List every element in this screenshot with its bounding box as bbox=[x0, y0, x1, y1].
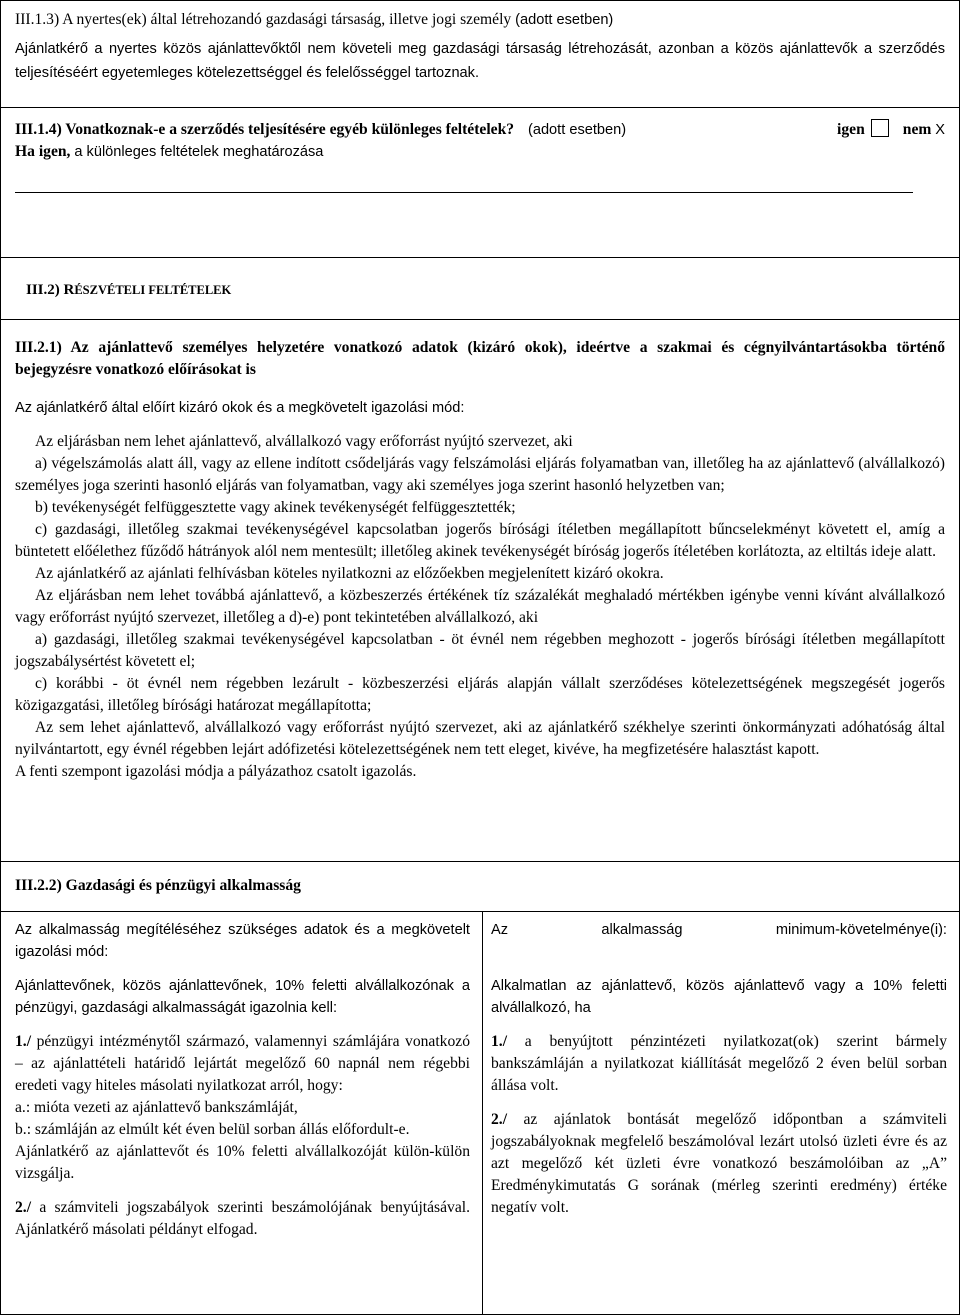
title-rest: ÉSZVÉTELI FELTÉTELEK bbox=[74, 283, 232, 297]
item-number: 1./ bbox=[15, 1033, 32, 1050]
divider bbox=[1, 861, 959, 862]
divider bbox=[1, 107, 959, 108]
section-body: Ajánlatkérő a nyertes közös ajánlattevőktől nem követeli meg gazdasági társaság létrehozását, azonban a közös ajánlattevők a szerződés teljesítéséért egyetemleges kötelezettséggel és felelősséggel tartoznak. bbox=[15, 41, 945, 81]
no-mark: X bbox=[935, 122, 945, 138]
divider bbox=[1, 319, 959, 320]
no-label: nem bbox=[902, 121, 932, 138]
item-text: az ajánlatok bontását megelőző időpontban a számviteli jogszabályoknak megfelelő beszámolóval lezárt utolsó üzleti évre és az azt megelőző két üzleti évre vonatkozó beszámolóiban az „A” Eredménykimutatás G sorának (mérleg szerinti eredmény) értéke negatív volt. bbox=[491, 1111, 947, 1216]
section-heading bbox=[15, 9, 945, 31]
section-iii-2-2-heading: III.2.2) Gazdasági és pénzügyi alkalmasság bbox=[15, 877, 301, 894]
suitability-table bbox=[1, 911, 959, 1314]
section-heading: III.2.1) Az ajánlattevő személyes helyzetére vonatkozó adatok (kizáró okok), ideértve a szakmai és cégnyilvántartásokba történő bejegyzésre vonatkozó előírásokat is bbox=[15, 339, 945, 378]
left-item-1-a: a.: mióta vezeti az ajánlattevő bankszámláját, bbox=[15, 1099, 298, 1116]
paragraph: a) gazdasági, illetőleg szakmai tevékenységével kapcsolatban - öt évnél nem régebben meghozott - jogerős bírósági ítéletben megállapított jogszabálysértést követett el; bbox=[15, 631, 945, 670]
right-item-2 bbox=[491, 1109, 947, 1219]
paragraph: c) korábbi - öt évnél nem régebben lezárult - közbeszerzési eljárás alapján vállalt szerződéses kötelezettségének megszegését jogerős közigazgatási, illetőleg bírósági határozat megállapította; bbox=[15, 675, 945, 714]
item-text: a számviteli jogszabályok szerinti beszámolójának benyújtásával. Ajánlatkérő másolati példányt elfogad. bbox=[15, 1199, 470, 1238]
section-iii-1-4 bbox=[15, 119, 945, 163]
paragraph: Az eljárásban nem lehet továbbá ajánlattevő, a közbeszerzés értékének tíz százalékát meghaladó mértékben igénybe venni kívánt alvállalkozó vagy erőforrást nyújtó szervezet, illetőleg a d)-e) pont tekintetében alvállalkozó, aki bbox=[15, 587, 945, 626]
yes-no-choice bbox=[837, 119, 945, 141]
sub-heading-bold: Ha igen, bbox=[15, 143, 71, 160]
closing-text: A fenti szempont igazolási módja a pályázathoz csatolt igazolás. bbox=[15, 763, 417, 780]
heading-text: III.1.4) Vonatkoznak-e a szerződés teljesítésére egyéb különleges feltételek? bbox=[15, 121, 515, 138]
table-left-column bbox=[1, 911, 483, 1314]
left-item-2 bbox=[15, 1197, 470, 1241]
sub-heading bbox=[15, 141, 945, 163]
paragraph: b) tevékenységét felfüggesztette vagy akinek tevékenységét felfüggesztették; bbox=[35, 499, 516, 516]
table-right-column bbox=[483, 911, 959, 1314]
title-prefix: III.2) R bbox=[26, 282, 75, 298]
left-item-1 bbox=[15, 1031, 470, 1097]
yes-label: igen bbox=[837, 121, 865, 138]
heading-text: III.1.3) A nyertes(ek) által létrehozandó gazdasági társaság, illetve jogi személy bbox=[15, 11, 512, 28]
left-intro: Ajánlattevőnek, közös ajánlattevőnek, 10% feletti alvállalkozónak a pénzügyi, gazdasági alkalmasságát igazolnia kell: bbox=[15, 978, 470, 1016]
exclusion-paragraphs bbox=[15, 431, 945, 783]
paragraph: a) végelszámolás alatt áll, vagy az ellene indított csődeljárás vagy felszámolási eljárás folyamatban van, illetőleg ha az ajánlattevő (alvállalkozó) személyes joga szerinti hasonló eljárás van folyamatban, vagy aki személyes joga szerint hasonló helyzetben van; bbox=[15, 455, 945, 494]
item-text: a benyújtott pénzintézeti nyilatkozat(ok) szerint bármely bankszámláján a nyilatkozat kiállítását megelőző 2 éven belül sorban állása volt. bbox=[491, 1033, 947, 1094]
paragraph: Az ajánlatkérő az ajánlati felhívásban köteles nyilatkozni az előzőekben megjelenített kizáró okokra. bbox=[35, 565, 664, 582]
section-iii-2-1 bbox=[15, 337, 945, 783]
left-item-1-b: b.: számláján az elmúlt két éven belül sorban állás előfordult-e. bbox=[15, 1121, 410, 1138]
right-intro: Alkalmatlan az ajánlattevő, közös ajánlattevő vagy a 10% feletti alvállalkozó, ha bbox=[491, 978, 947, 1016]
paragraph: Az eljárásban nem lehet ajánlattevő, alvállalkozó vagy erőforrást nyújtó szervezet, aki bbox=[35, 433, 573, 450]
section-iii-1-3 bbox=[15, 9, 945, 85]
left-item-1-note: Ajánlatkérő az ajánlattevőt és 10% feletti alvállalkozóját külön-külön vizsgálja. bbox=[15, 1143, 470, 1182]
item-number: 2./ bbox=[15, 1199, 32, 1216]
paragraph: Az sem lehet ajánlattevő, alvállalkozó vagy erőforrást nyújtó szervezet, aki az ajánlatkérő székhelye szerinti önkormányzati adóhatóság által nyilvántartott, egy évnél régebben lejárt adófizetési kötelezettségének nem tett eleget, kivéve, ha megfizetésére halasztást kapott. bbox=[15, 719, 945, 758]
left-header: Az alkalmasság megítéléséhez szükséges adatok és a megkövetelt igazolási mód: bbox=[15, 922, 470, 960]
sub-heading-text: a különleges feltételek meghatározása bbox=[74, 144, 324, 160]
yes-checkbox[interactable] bbox=[871, 119, 889, 137]
item-number: 2./ bbox=[491, 1111, 508, 1128]
item-text: pénzügyi intézménytől származó, valamennyi számlájára vonatkozó – az ajánlattételi határidő lejártát megelőző 60 napnál nem régebbi eredeti vagy hiteles másolati nyilatkozat arról, hogy: bbox=[15, 1033, 470, 1094]
item-number: 1./ bbox=[491, 1033, 508, 1050]
heading-note: (adott esetben) bbox=[527, 122, 627, 138]
right-header: Az alkalmasság minimum-követelménye(i): bbox=[491, 922, 947, 938]
intro-text: Az ajánlatkérő által előírt kizáró okok és a megkövetelt igazolási mód: bbox=[15, 400, 465, 416]
section-heading bbox=[15, 119, 945, 141]
section-iii-2-title bbox=[26, 279, 945, 301]
heading-note: (adott esetben) bbox=[515, 12, 614, 28]
right-item-1 bbox=[491, 1031, 947, 1097]
answer-line bbox=[15, 192, 913, 193]
divider bbox=[1, 257, 959, 258]
paragraph: c) gazdasági, illetőleg szakmai tevékenységével kapcsolatban jogerős bírósági ítéletben megállapított bűncselekményt követett el, amíg a büntetett előélethez fűződő hátrányok alól nem mentesült; illetőleg akinek tevékenységét bíróság jogerős ítéletében korlátozta, az eltiltás ideje alatt. bbox=[15, 521, 945, 560]
